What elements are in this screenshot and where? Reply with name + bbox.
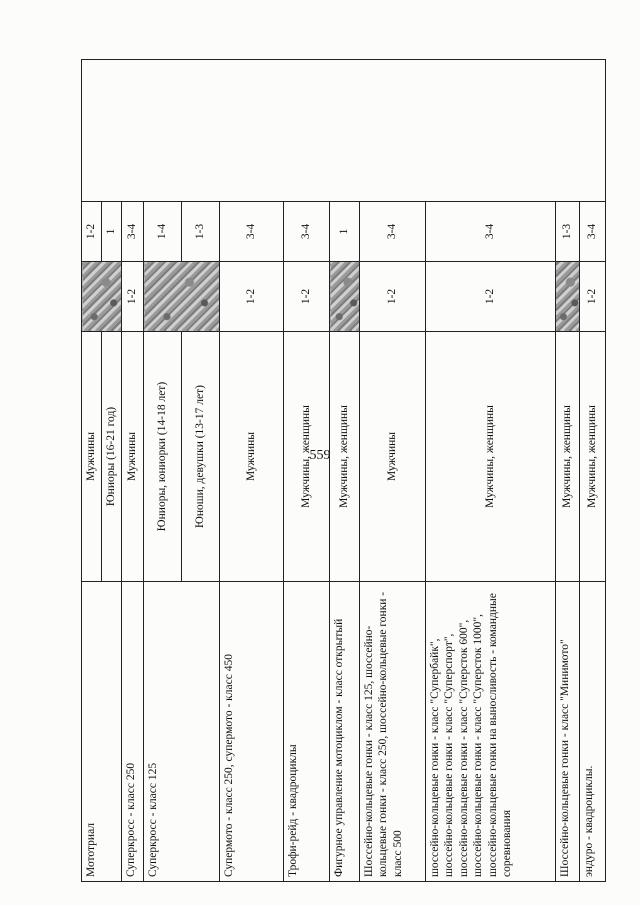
rank-cell: 1-2 [284,262,330,332]
gender-cell: Мужчины [122,332,144,582]
gender-cell: Мужчины [82,332,102,582]
age-cell: 3-4 [220,202,284,262]
age-cell: 1-4 [144,202,182,262]
age-cell: 1 [330,202,360,262]
gender-cell: Мужчины, женщины [580,332,606,582]
age-cell: 3-4 [122,202,144,262]
discipline-cell: Шоссейно-кольцевые гонки - класс 125, шоссейно-кольцевые гонки - класс 250, шоссейно-кольцевые гонки - класс 500 [360,582,426,882]
age-cell: 1-2 [82,202,102,262]
rotated-table-wrapper [81,60,605,882]
discipline-cell: Суперкросс - класс 125 [144,582,220,882]
age-cell: 1 [102,202,122,262]
discipline-cell: Трофи-рейд - квадроциклы [284,582,330,882]
age-cell: 1-3 [556,202,580,262]
shaded-cell [82,262,122,332]
age-cell: 3-4 [284,202,330,262]
gender-cell: Мужчины [220,332,284,582]
discipline-cell: шоссейно-кольцевые гонки - класс "Супербайк", шоссейно-кольцевые гонки - класс "Суперспорт", шоссейно-кольцевые гонки - класс "Суперсток 600", шоссейно-кольцевые гонки - класс "Суперсток 1000", шоссейно-кольцевые гонки на выносливость - командные соревнования [426,582,556,882]
shaded-cell [330,262,360,332]
discipline-cell: Шоссейно-кольцевые гонки - класс "Минимото" [556,582,580,882]
age-cell: 3-4 [580,202,606,262]
gender-cell: Мужчины [360,332,426,582]
rank-cell: 1-2 [360,262,426,332]
gender-cell: Мужчины, женщины [330,332,360,582]
gender-cell: Юноши, девушки (13-17 лет) [182,332,220,582]
rank-cell: 1-2 [220,262,284,332]
shaded-cell [556,262,580,332]
gender-cell: Мужчины, женщины [284,332,330,582]
gender-cell: Мужчины, женщины [556,332,580,582]
discipline-cell: Супермото - класс 250, супермото - класс 450 [220,582,284,882]
rank-cell: 1-2 [426,262,556,332]
empty-margin-cell [82,60,606,202]
table-row [82,60,102,882]
age-cell: 1-3 [182,202,220,262]
rank-cell: 1-2 [122,262,144,332]
sports-table [81,59,606,882]
rank-cell: 1-2 [580,262,606,332]
gender-cell: Юниоры, юниорки (14-18 лет) [144,332,182,582]
gender-cell: Мужчины, женщины [426,332,556,582]
gender-cell: Юниоры (16-21 год) [102,332,122,582]
discipline-cell: Суперкросс - класс 250 [122,582,144,882]
shaded-cell [144,262,220,332]
page-number: 559 [309,448,331,463]
discipline-cell: Мототриал [82,582,122,882]
age-cell: 3-4 [426,202,556,262]
discipline-cell: Фигурное управление мотоциклом - класс открытый [330,582,360,882]
discipline-cell: эндуро - квадроциклы. [580,582,606,882]
age-cell: 3-4 [360,202,426,262]
